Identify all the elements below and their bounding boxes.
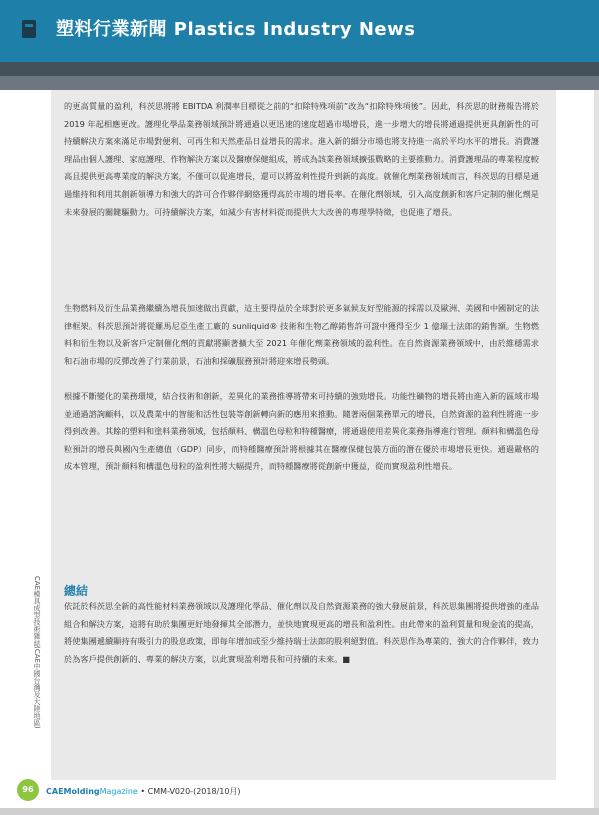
conclusion-heading: 總結 [64,584,89,598]
footer-issue-info [46,786,241,797]
page-number-badge: 96 [17,779,39,801]
header-banner [0,0,599,62]
brand-suffix: Magazine [99,787,138,796]
issue-label: • CMM-V020-(2018/10月) [137,787,241,796]
article-paragraph: 的更高質量的盈利，科茨思將將 EBITDA 利潤率目標從之前的“扣除特殊項前”改為“扣除特殊項後”。因此，科茨思的財務報告將於 2019 年起相應更改。護理化學品業務領域預計將通過以更迅速的速度超過市場增長，進一步增大的增長將通過提供更具創新性的可持續解決方案來滿足市場對便利、可再生和天然產品日益增長的需求。進入新的細分市場也將支持進一高於平均水平的增長。消費護理品由個人護理、家庭護理、作物解決方案以及醫療保健組成，將成為該業務領域擴張戰略的主要推動力。消費護理品的專業程度較高且提供更高專業度的解決方案，不僅可以促進增長，還可以將盈利性提升到新的高度。就催化劑業務領域而言，科茨思的目標是通過維持和利用其創新領導力和強大的許可合作夥伴網絡獲得高於市場的增長率。在催化劑領域，引入高度創新和客戶定制的催化劑是未來發展的關鍵驅動力。可持續解決方案，如減少有害材料從而提供大大改善的專理學特徵，也促進了增長。 [64,101,539,217]
header-band-dark [0,62,599,76]
footer-divider [0,808,599,815]
article-body [51,90,556,780]
section-marker-icon [22,20,36,38]
vertical-magazine-caption: CAE模具成型技術雜誌(CAE中國台灣及大陸地區) [33,576,41,729]
brand-name: CAEMolding [46,787,100,796]
page-edge [594,90,599,810]
article-paragraph: 根據不斷變化的業務環境，結合技術和創新，差異化的業務推導將帶來可持續的強勁增長。功能性礦物的增長將由進入新的區域市場並通過諮詢顧料，以及農業中的智能和活性包裝等創新轉向新的應用來推動。隨著兩個業務單元的增長，自然資源的盈利性將進一步得到改善。其餘的塑料和塗料業務領域，包括顏料、構溫色母粒和特種醫療，將通過使用差異化業務指導進行管理。顏料和構溫色母粒預計的增長與國內生產總值（GDP）同步，而特種醫療預計將根據其在醫療保健包裝方面的潛在優於市場增長更快。通過嚴格的成本管理，預計顏料和構溫色母粒的盈利性將大幅提升，而特種醫療將從創新中獲益，從而實現盈利性增長。 [64,391,539,472]
article-paragraph: 生物燃料及衍生品業務繼續為增長加速做出貢獻，這主要得益於全球對於更多氣候友好型能源的採需以及歐洲、美國和中國制定的法律框架。科茨思預計將從羅馬尼亞生產工廠的 sunliquid® 技術和生物乙醇銷售許可證中獲得至少 1 億瑞士法郎的銷售額。生物燃料和衍生物以及新客戶定制催化劑的貢獻將顯著擴大至 2021 年催化劑業務領域的盈利性。在自然資源業務領域中，由於維穩需求和石油市場的反彈改善了行業前景，石油和採礦服務預計將迎來增長勢頭。 [64,303,539,366]
header-band-mid [0,76,599,90]
conclusion-paragraph: 依託於科茨思全新的高性能材料業務領域以及護理化學品、催化劑以及自然資源業務的強大發展前景，科茨思集團將提供增強的產品組合和解決方案，這將有助於集團更好地發揮其全部潛力，並快地實現更高的增長和盈利性。由此帶來的盈利質量和現金流的提高，將使集團遞續顯持有吸引力的股息政策，即每年增加或至少維持瑞士法郎的股利絕對值。科茨思作為專業的、強大的合作夥伴，致力於為客戶提供創新的、專業的解決方案，以此實現盈利增長和可持續的未來。■ [64,601,539,664]
section-title: 塑料行業新聞 Plastics Industry News [56,19,416,40]
